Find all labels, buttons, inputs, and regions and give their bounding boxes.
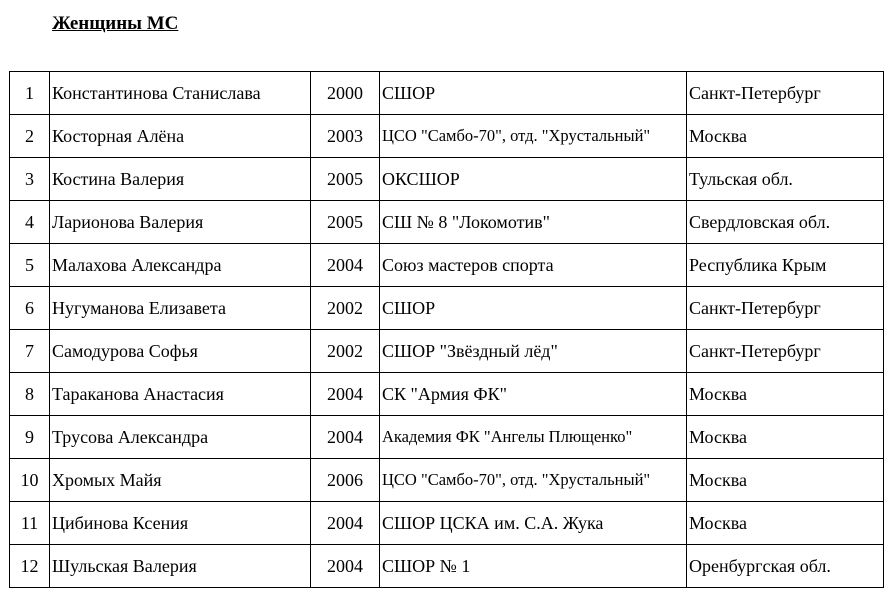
club-name: СШОР "Звёздный лёд" — [380, 330, 687, 373]
birth-year: 2004 — [311, 502, 380, 545]
region-name: Санкт-Петербург — [687, 330, 884, 373]
row-number: 8 — [10, 373, 50, 416]
page-title: Женщины МС — [52, 13, 179, 34]
athlete-name: Самодурова Софья — [50, 330, 311, 373]
row-number: 3 — [10, 158, 50, 201]
birth-year: 2004 — [311, 373, 380, 416]
region-name: Санкт-Петербург — [687, 287, 884, 330]
row-number: 12 — [10, 545, 50, 588]
table-row — [10, 545, 884, 588]
row-number: 5 — [10, 244, 50, 287]
row-number: 7 — [10, 330, 50, 373]
club-name: Академия ФК "Ангелы Плющенко" — [380, 416, 687, 459]
birth-year: 2004 — [311, 244, 380, 287]
table-row — [10, 459, 884, 502]
row-number: 1 — [10, 72, 50, 115]
row-number: 10 — [10, 459, 50, 502]
region-name: Свердловская обл. — [687, 201, 884, 244]
region-name: Республика Крым — [687, 244, 884, 287]
birth-year: 2004 — [311, 416, 380, 459]
table-row — [10, 373, 884, 416]
athlete-name: Константинова Станислава — [50, 72, 311, 115]
row-number: 4 — [10, 201, 50, 244]
birth-year: 2000 — [311, 72, 380, 115]
region-name: Москва — [687, 373, 884, 416]
table-row — [10, 201, 884, 244]
table-row — [10, 115, 884, 158]
athletes-table — [9, 71, 884, 588]
birth-year: 2006 — [311, 459, 380, 502]
region-name: Москва — [687, 459, 884, 502]
club-name: СШОР № 1 — [380, 545, 687, 588]
table-row — [10, 416, 884, 459]
region-name: Москва — [687, 115, 884, 158]
row-number: 11 — [10, 502, 50, 545]
row-number: 6 — [10, 287, 50, 330]
athlete-name: Костина Валерия — [50, 158, 311, 201]
region-name: Санкт-Петербург — [687, 72, 884, 115]
table-row — [10, 502, 884, 545]
club-name: СК "Армия ФК" — [380, 373, 687, 416]
club-name: СШОР — [380, 287, 687, 330]
club-name: ОКСШОР — [380, 158, 687, 201]
table-row — [10, 287, 884, 330]
athlete-name: Косторная Алёна — [50, 115, 311, 158]
region-name: Тульская обл. — [687, 158, 884, 201]
birth-year: 2002 — [311, 287, 380, 330]
club-name: СШОР — [380, 72, 687, 115]
region-name: Москва — [687, 502, 884, 545]
birth-year: 2002 — [311, 330, 380, 373]
birth-year: 2005 — [311, 201, 380, 244]
birth-year: 2005 — [311, 158, 380, 201]
athlete-name: Тараканова Анастасия — [50, 373, 311, 416]
athlete-name: Цибинова Ксения — [50, 502, 311, 545]
table-row — [10, 244, 884, 287]
athlete-name: Ларионова Валерия — [50, 201, 311, 244]
table-row — [10, 330, 884, 373]
club-name: ЦСО "Самбо-70", отд. "Хрустальный" — [380, 459, 687, 502]
row-number: 9 — [10, 416, 50, 459]
row-number: 2 — [10, 115, 50, 158]
club-name: СШОР ЦСКА им. С.А. Жука — [380, 502, 687, 545]
club-name: ЦСО "Самбо-70", отд. "Хрустальный" — [380, 115, 687, 158]
athlete-name: Хромых Майя — [50, 459, 311, 502]
table-row — [10, 72, 884, 115]
region-name: Оренбургская обл. — [687, 545, 884, 588]
region-name: Москва — [687, 416, 884, 459]
table-row — [10, 158, 884, 201]
athlete-name: Нугуманова Елизавета — [50, 287, 311, 330]
club-name: СШ № 8 "Локомотив" — [380, 201, 687, 244]
birth-year: 2003 — [311, 115, 380, 158]
birth-year: 2004 — [311, 545, 380, 588]
club-name: Союз мастеров спорта — [380, 244, 687, 287]
athlete-name: Малахова Александра — [50, 244, 311, 287]
athlete-name: Шульская Валерия — [50, 545, 311, 588]
athlete-name: Трусова Александра — [50, 416, 311, 459]
